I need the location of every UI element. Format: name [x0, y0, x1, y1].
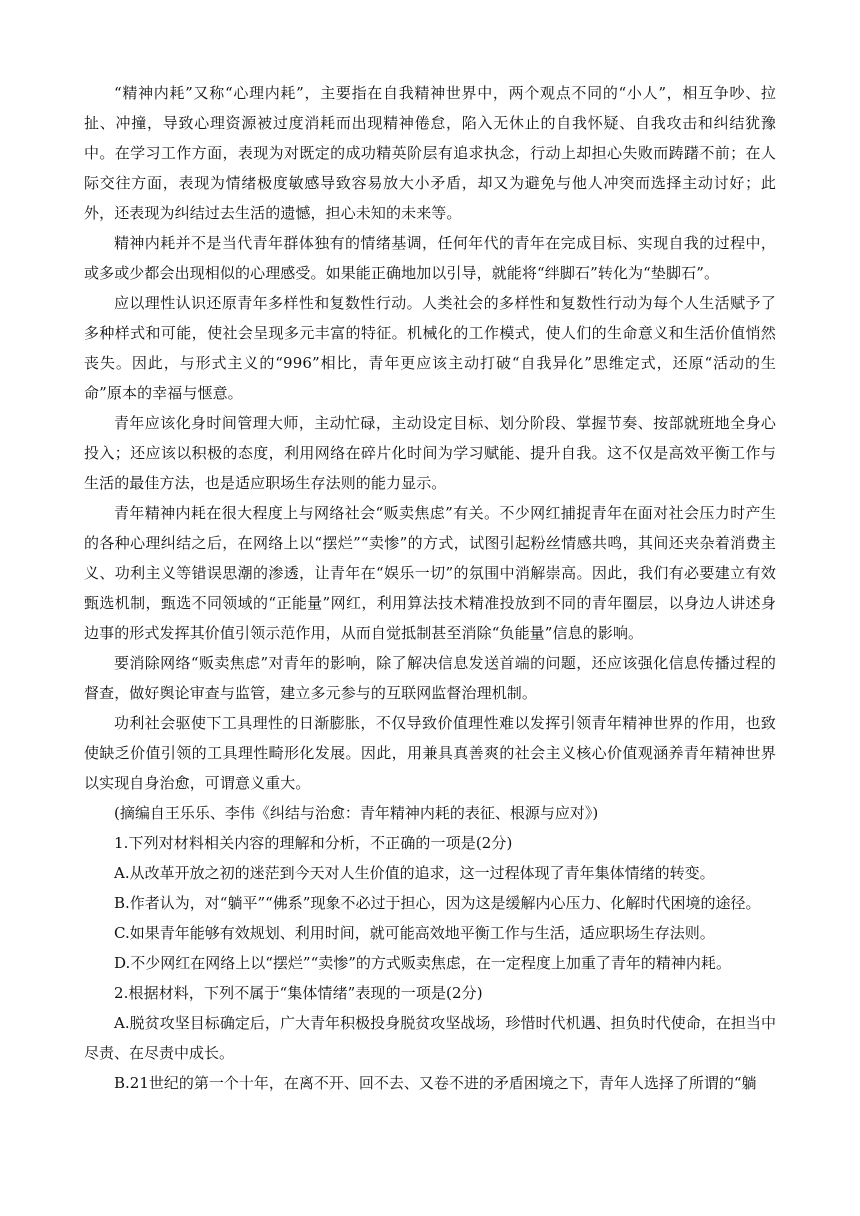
article-source: (摘编自王乐乐、李伟《纠结与治愈：青年精神内耗的表征、根源与应对》)	[114, 804, 599, 822]
article-paragraph-2: 精神内耗并不是当代青年群体独有的情绪基调，任何年代的青年在完成目标、实现自我的过程中，或多或少都会出现相似的心理感受。如果能正确地加以引导，就能将“绊脚石”转化为“垫脚石”。	[84, 234, 776, 282]
article-paragraph-1: “精神内耗”又称“心理内耗”，主要指在自我精神世界中，两个观点不同的“小人”，相互争吵、拉扯、冲撞，导致心理资源被过度消耗而出现精神倦怠，陷入无休止的自我怀疑、自我攻击和纠结犹豫中。在学习工作方面，表现为对既定的成功精英阶层有追求执念，行动上却担心失败而踌躇不前；在人际交往方面，表现为情绪极度敏感导致容易放大小矛盾，却又为避免与他人冲突而选择主动讨好；此外，还表现为纠结过去生活的遗憾，担心未知的未来等。	[84, 84, 776, 222]
question-1-option-b: B.作者认为，对“躺平”“佛系”现象不必过于担心，因为这是缓解内心压力、化解时代困境的途径。	[114, 894, 761, 912]
document-page	[84, 78, 776, 1098]
question-1-option-a: A.从改革开放之初的迷茫到今天对人生价值的追求，这一过程体现了青年集体情绪的转变。	[114, 864, 715, 882]
question-2-stem: 2.根据材料，下列不属于“集体情绪”表现的一项是(2分)	[114, 984, 483, 1002]
article-paragraph-3: 应以理性认识还原青年多样性和复数性行动。人类社会的多样性和复数性行动为每个人生活赋予了多种样式和可能，使社会呈现多元丰富的特征。机械化的工作模式，使人们的生命意义和生活价值悄然丧失。因此，与形式主义的“996”相比，青年更应该主动打破“自我异化”思维定式，还原“活动的生命”原本的幸福与惬意。	[84, 294, 776, 402]
question-1-stem: 1.下列对材料相关内容的理解和分析，不正确的一项是(2分)	[114, 834, 513, 852]
question-1-option-c: C.如果青年能够有效规划、利用时间，就可能高效地平衡工作与生活，适应职场生存法则。	[114, 924, 715, 942]
article-paragraph-5: 青年精神内耗在很大程度上与网络社会“贩卖焦虑”有关。不少网红捕捉青年在面对社会压力时产生的各种心理纠结之后，在网络上以“摆烂”“卖惨”的方式，试图引起粉丝情感共鸣，其间还夹杂着消费主义、功利主义等错误思潮的渗透，让青年在“娱乐一切”的氛围中消解崇高。因此，我们有必要建立有效甄选机制，甄选不同领域的“正能量”网红，利用算法技术精准投放到不同的青年圈层，以身边人讲述身边事的形式发挥其价值引领示范作用，从而自觉抵制甚至消除“负能量”信息的影响。	[84, 504, 776, 642]
question-2-option-b: B.21世纪的第一个十年，在离不开、回不去、又卷不进的矛盾困境之下，青年人选择了所谓的“躺	[114, 1074, 757, 1092]
article-paragraph-4: 青年应该化身时间管理大师，主动忙碌，主动设定目标、划分阶段、掌握节奏、按部就班地全身心投入；还应该以积极的态度，利用网络在碎片化时间为学习赋能、提升自我。这不仅是高效平衡工作与生活的最佳方法，也是适应职场生存法则的能力显示。	[84, 414, 776, 492]
article-paragraph-7: 功利社会驱使下工具理性的日渐膨胀，不仅导致价值理性难以发挥引领青年精神世界的作用，也致使缺乏价值引领的工具理性畸形化发展。因此，用兼具真善爽的社会主义核心价值观涵养青年精神世界以实现自身治愈，可谓意义重大。	[84, 714, 776, 792]
question-1-option-d: D.不少网红在网络上以“摆烂”“卖惨”的方式贩卖焦虑，在一定程度上加重了青年的精神内耗。	[114, 954, 731, 972]
question-2-option-a: A.脱贫攻坚目标确定后，广大青年积极投身脱贫攻坚战场，珍惜时代机遇、担负时代使命，在担当中尽责、在尽责中成长。	[84, 1014, 776, 1062]
article-paragraph-6: 要消除网络“贩卖焦虑”对青年的影响，除了解决信息发送首端的问题，还应该强化信息传播过程的督查，做好舆论审查与监管，建立多元参与的互联网监督治理机制。	[84, 654, 776, 702]
